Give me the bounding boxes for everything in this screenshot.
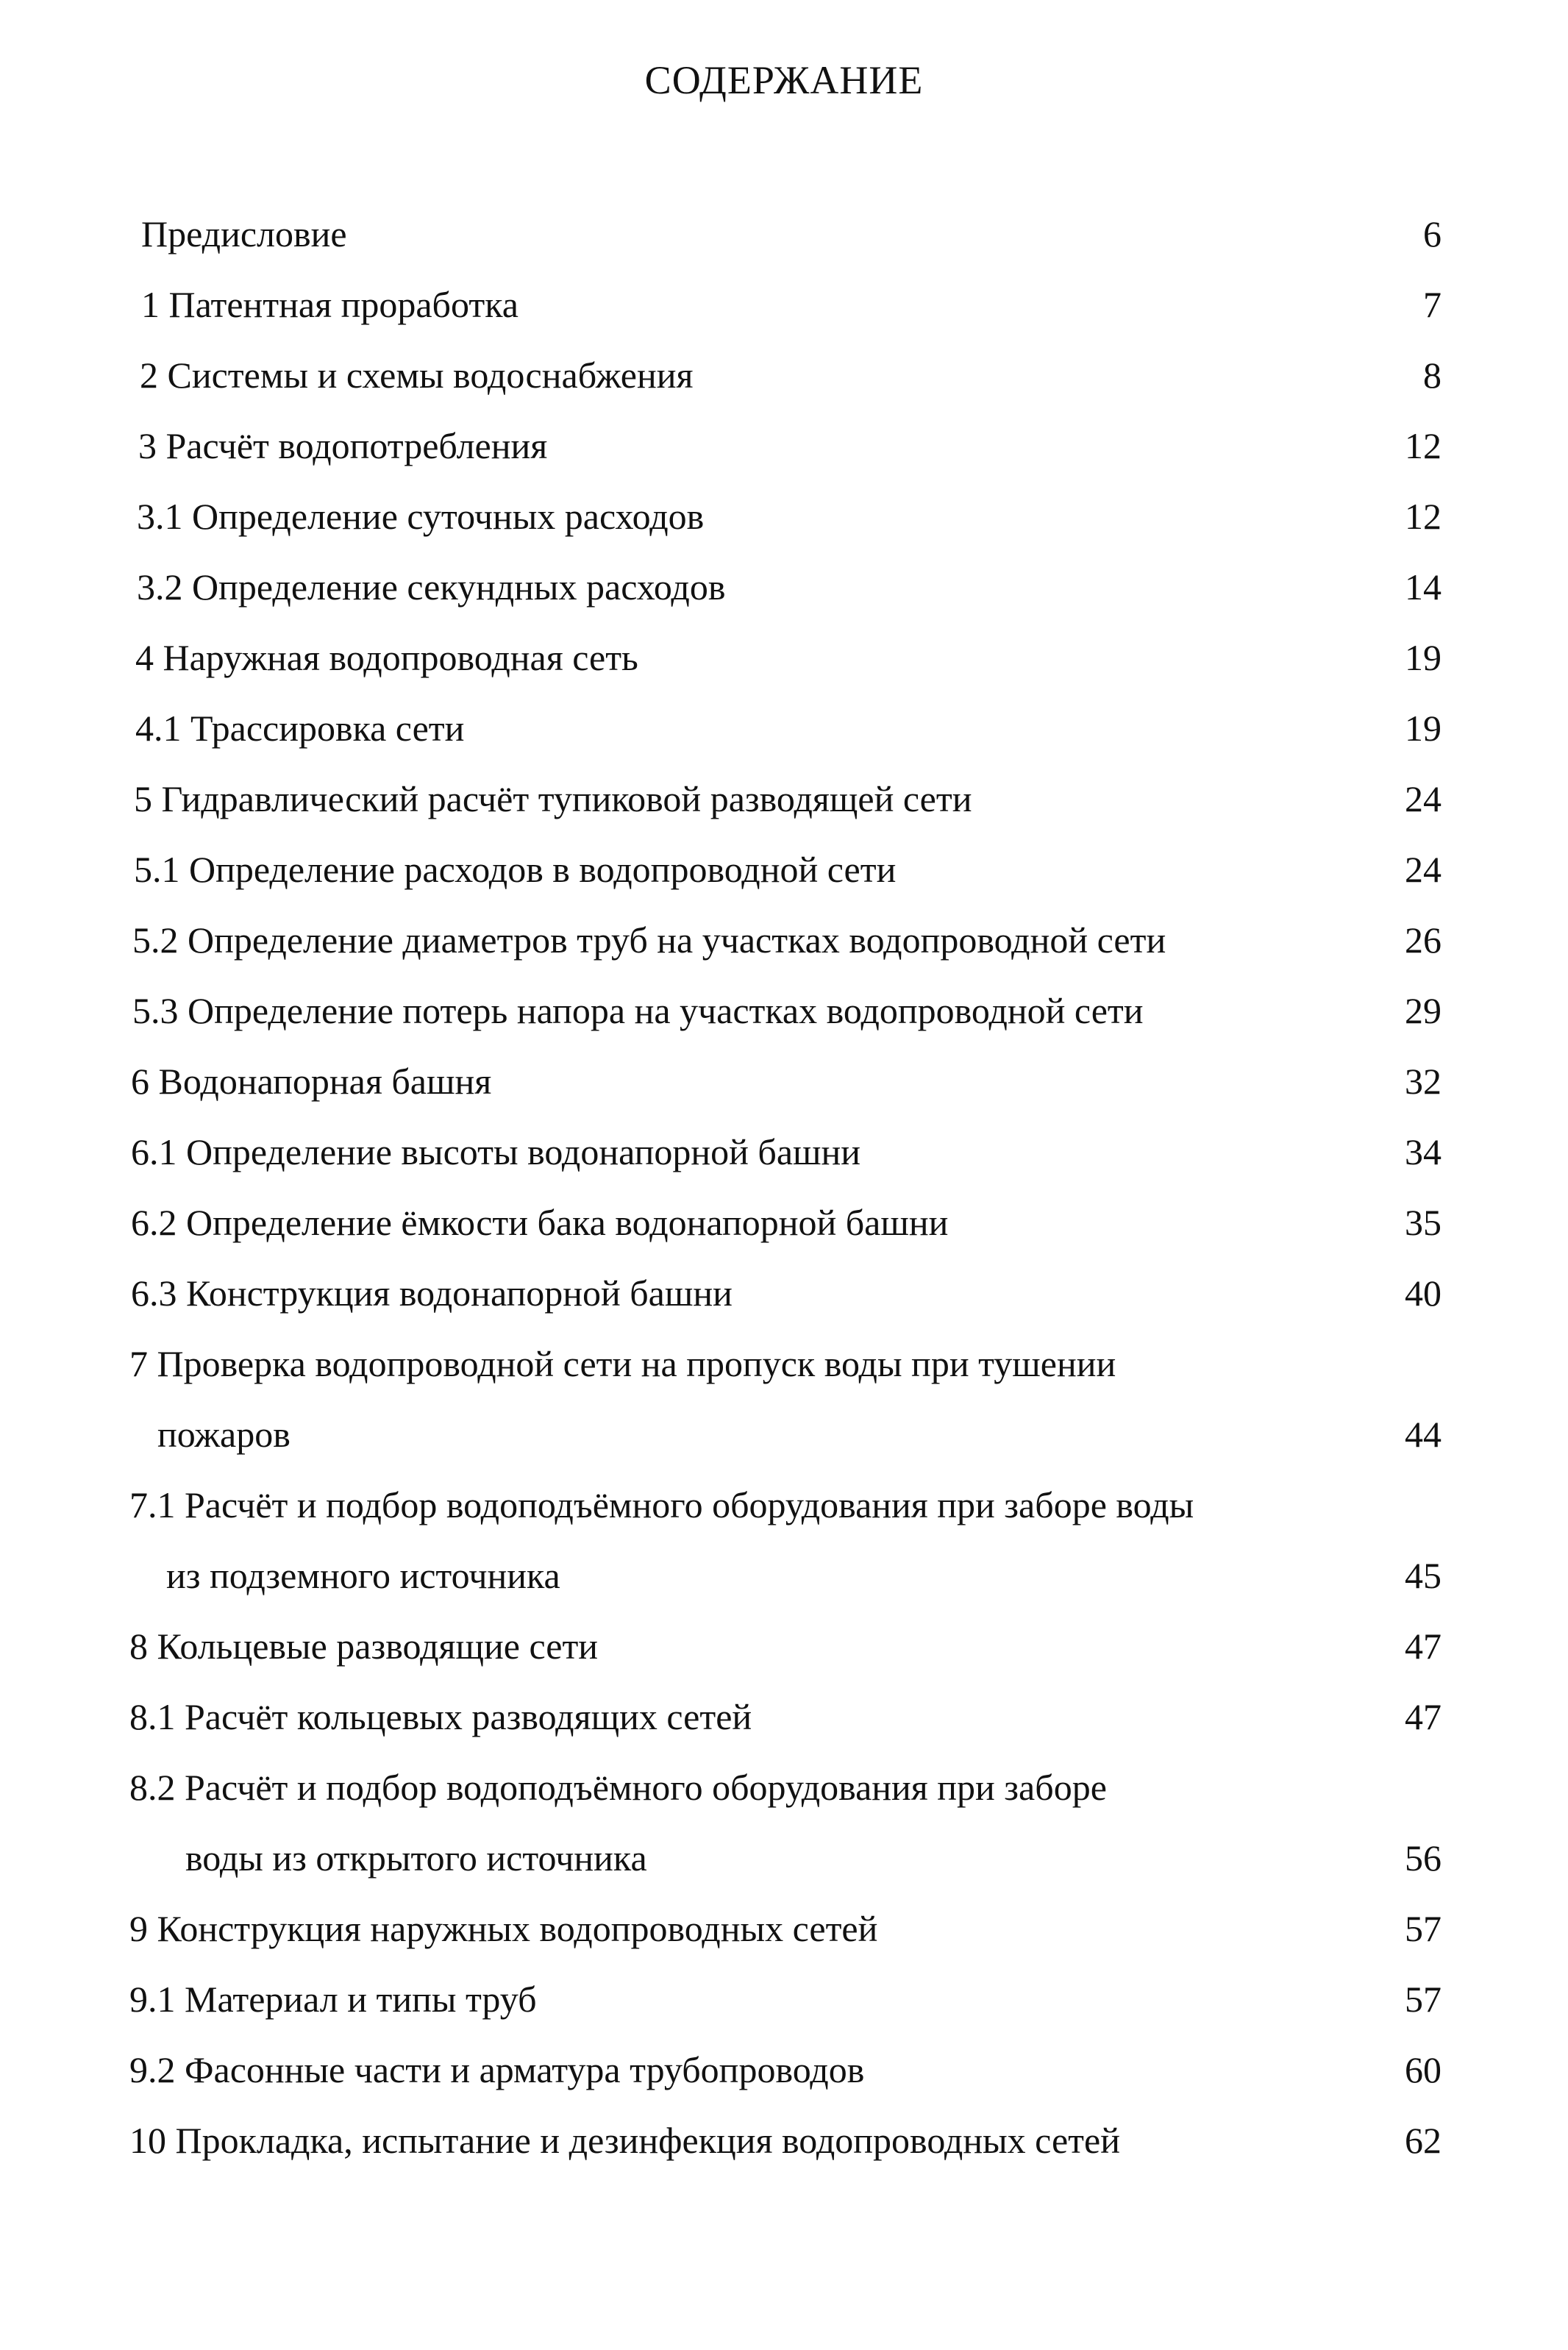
toc-entry bbox=[0, 1479, 1568, 1531]
toc-entry-title: 5.1 Определение расходов в водопроводной сети bbox=[134, 849, 897, 890]
toc-entry bbox=[0, 985, 1568, 1036]
toc-entry-title: 8.1 Расчёт кольцевых разводящих сетей bbox=[129, 1696, 752, 1737]
toc-entry bbox=[0, 279, 1568, 330]
toc-entry-title: 8.2 Расчёт и подбор водоподъёмного оборудования при заборе bbox=[129, 1767, 1107, 1808]
toc-entry bbox=[0, 773, 1568, 825]
toc-entry bbox=[0, 208, 1568, 260]
toc-entry-page: 57 bbox=[1405, 1979, 1442, 2020]
toc-entry bbox=[0, 702, 1568, 754]
toc-entry-continuation bbox=[0, 1832, 1568, 1884]
toc-entry bbox=[0, 1197, 1568, 1248]
toc-entry-page: 44 bbox=[1405, 1414, 1442, 1455]
toc-entry-title: 3.2 Определение секундных расходов bbox=[137, 566, 726, 608]
toc-entry-page: 7 bbox=[1423, 284, 1442, 325]
toc-entry-title: 7.1 Расчёт и подбор водоподъёмного оборудования при заборе воды bbox=[129, 1484, 1194, 1525]
toc-entry-continuation bbox=[0, 1550, 1568, 1601]
toc-entry-title-continuation: из подземного источника bbox=[166, 1555, 560, 1596]
toc-entry-title: 3 Расчёт водопотребления bbox=[138, 425, 548, 466]
toc-entry bbox=[0, 632, 1568, 683]
toc-entry bbox=[0, 1691, 1568, 1742]
toc-entry-page: 8 bbox=[1423, 355, 1442, 396]
toc-entry-page: 56 bbox=[1405, 1837, 1442, 1879]
toc-entry-title: 4 Наружная водопроводная сеть bbox=[135, 637, 638, 678]
toc-entry-page: 24 bbox=[1405, 778, 1442, 819]
page-title: СОДЕРЖАНИЕ bbox=[644, 58, 924, 102]
toc-entry bbox=[0, 1762, 1568, 1813]
toc-entry-title-continuation: воды из открытого источника bbox=[185, 1837, 647, 1879]
toc-entry-page: 19 bbox=[1405, 637, 1442, 678]
toc-entry-title: 5.3 Определение потерь напора на участках водопроводной сети bbox=[132, 990, 1144, 1031]
toc-entry bbox=[0, 1903, 1568, 1954]
toc-entry-title: 9 Конструкция наружных водопроводных сетей bbox=[129, 1908, 878, 1949]
toc-entry-page: 24 bbox=[1405, 849, 1442, 890]
toc-entry-title: 6 Водонапорная башня bbox=[131, 1061, 492, 1102]
toc-entry-page: 14 bbox=[1405, 566, 1442, 608]
toc-entry bbox=[0, 1267, 1568, 1319]
toc-entry-title: 8 Кольцевые разводящие сети bbox=[129, 1626, 599, 1667]
toc-entry-page: 62 bbox=[1405, 2120, 1442, 2161]
toc-entry-title: 1 Патентная проработка bbox=[141, 284, 518, 325]
toc-entry-continuation bbox=[0, 1409, 1568, 1460]
toc-entry-page: 26 bbox=[1405, 919, 1442, 961]
toc-entry bbox=[0, 844, 1568, 895]
toc-entry-title: 9.1 Материал и типы труб bbox=[129, 1979, 537, 2020]
toc-entry-title: Предисловие bbox=[141, 213, 347, 254]
toc-entry bbox=[0, 914, 1568, 966]
toc-entry bbox=[0, 2115, 1568, 2166]
toc-entry-page: 12 bbox=[1405, 425, 1442, 466]
toc-entry-title-continuation: пожаров bbox=[157, 1414, 291, 1455]
toc-entry bbox=[0, 420, 1568, 471]
toc-entry-title: 7 Проверка водопроводной сети на пропуск воды при тушении bbox=[129, 1343, 1116, 1384]
toc-entry-page: 47 bbox=[1405, 1626, 1442, 1667]
toc-entry-page: 57 bbox=[1405, 1908, 1442, 1949]
toc-entry-title: 5 Гидравлический расчёт тупиковой разводящей сети bbox=[134, 778, 972, 819]
toc-entry bbox=[0, 349, 1568, 401]
toc-entry bbox=[0, 561, 1568, 613]
toc-entry-title: 6.1 Определение высоты водонапорной башни bbox=[131, 1131, 861, 1172]
toc-entry-page: 40 bbox=[1405, 1272, 1442, 1314]
toc-entry bbox=[0, 1338, 1568, 1389]
toc-entry-title: 5.2 Определение диаметров труб на участках водопроводной сети bbox=[132, 919, 1166, 961]
toc-entry-page: 12 bbox=[1405, 496, 1442, 537]
toc-entry-page: 19 bbox=[1405, 708, 1442, 749]
toc-entry-title: 2 Системы и схемы водоснабжения bbox=[140, 355, 694, 396]
toc-entry bbox=[0, 2044, 1568, 2096]
toc-entry-page: 32 bbox=[1405, 1061, 1442, 1102]
toc-entry-title: 3.1 Определение суточных расходов bbox=[137, 496, 705, 537]
toc-entry bbox=[0, 491, 1568, 542]
toc-entry bbox=[0, 1973, 1568, 2025]
toc-entry bbox=[0, 1055, 1568, 1107]
toc-entry bbox=[0, 1620, 1568, 1672]
toc-entry-page: 60 bbox=[1405, 2049, 1442, 2090]
toc-entry-page: 34 bbox=[1405, 1131, 1442, 1172]
toc-entry-title: 10 Прокладка, испытание и дезинфекция водопроводных сетей bbox=[129, 2120, 1120, 2161]
toc-entry-page: 6 bbox=[1423, 213, 1442, 254]
toc-entry-page: 35 bbox=[1405, 1202, 1442, 1243]
toc-entry-title: 6.2 Определение ёмкости бака водонапорной башни bbox=[131, 1202, 949, 1243]
toc-entry bbox=[0, 1126, 1568, 1178]
toc-entry-title: 6.3 Конструкция водонапорной башни bbox=[131, 1272, 733, 1314]
toc-entry-page: 47 bbox=[1405, 1696, 1442, 1737]
toc-entry-title: 4.1 Трассировка сети bbox=[135, 708, 465, 749]
toc-entry-title: 9.2 Фасонные части и арматура трубопроводов bbox=[129, 2049, 865, 2090]
toc-entry-page: 45 bbox=[1405, 1555, 1442, 1596]
toc-entry-page: 29 bbox=[1405, 990, 1442, 1031]
